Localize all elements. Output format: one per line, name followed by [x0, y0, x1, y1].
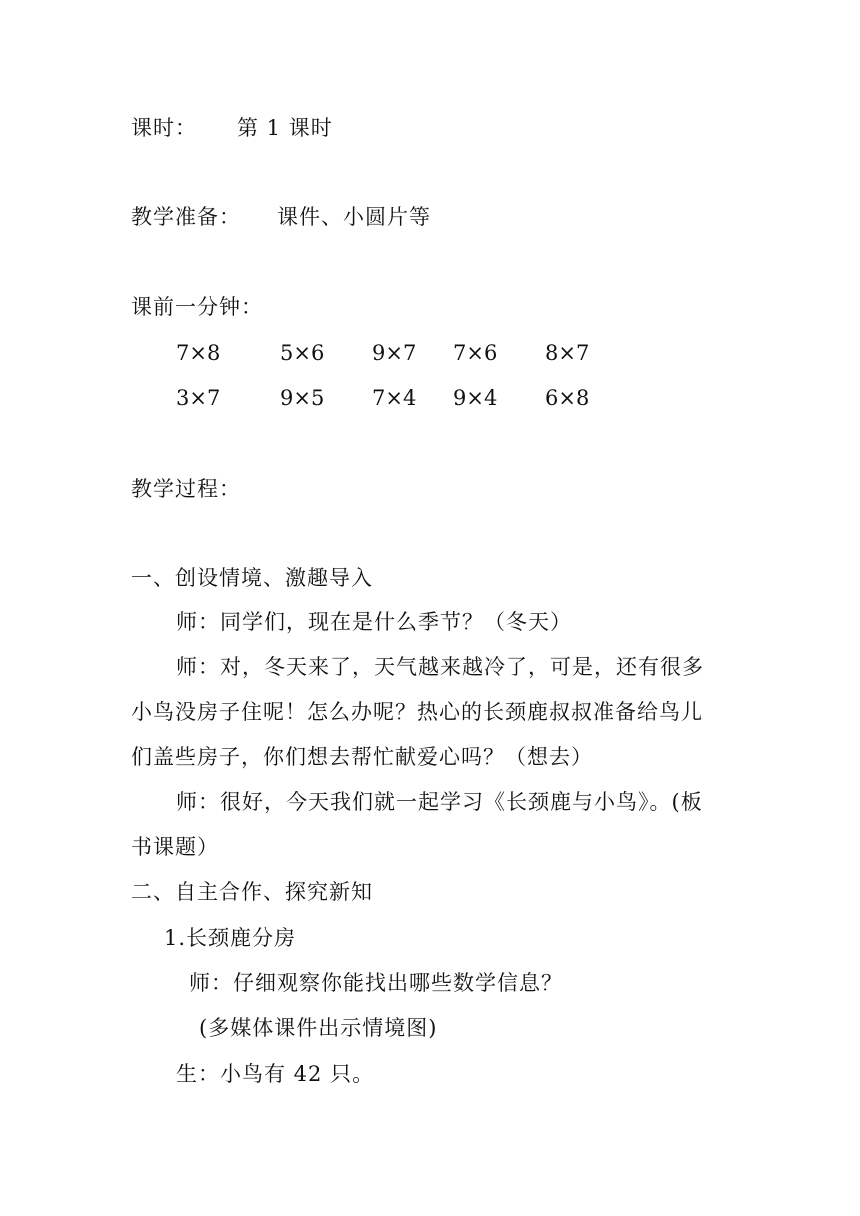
section1-paragraph-2-line-3: 们盖些房子，你们想去帮忙献爱心吗？（想去）	[131, 745, 593, 769]
section1-heading: 一、创设情境、激趣导入	[131, 566, 373, 590]
section2-subheading-1: 1.长颈鹿分房	[164, 926, 297, 950]
warmup-item: 7×8	[176, 341, 221, 365]
warmup-item: 5×6	[280, 341, 325, 365]
warmup-item: 9×4	[453, 386, 498, 410]
warmup-item: 8×7	[545, 341, 590, 365]
section1-paragraph-3-line-2: 书课题）	[131, 835, 219, 859]
section2-answer-1: 生：小鸟有 42 只。	[176, 1062, 375, 1086]
section2-note-1: (多媒体课件出示情境图)	[199, 1016, 438, 1040]
lesson-period-label: 课时：	[131, 116, 197, 140]
section1-paragraph-2-line-1: 师：对，冬天来了，天气越来越冷了，可是，还有很多	[176, 655, 704, 679]
warmup-item: 6×8	[545, 386, 590, 410]
warmup-item: 9×5	[280, 386, 325, 410]
section2-question-1: 师：仔细观察你能找出哪些数学信息？	[189, 971, 563, 995]
preparation-label: 教学准备：	[131, 205, 241, 229]
warmup-title: 课前一分钟：	[131, 295, 263, 319]
preparation-row	[131, 203, 431, 231]
warmup-item: 7×6	[453, 341, 498, 365]
warmup-item: 3×7	[176, 386, 221, 410]
warmup-item: 7×4	[372, 386, 417, 410]
section1-paragraph-1: 师：同学们，现在是什么季节？（冬天）	[176, 610, 572, 634]
process-title: 教学过程：	[131, 477, 241, 501]
lesson-period-row	[131, 114, 333, 142]
section1-paragraph-2-line-2: 小鸟没房子住呢！怎么办呢？热心的长颈鹿叔叔准备给鸟儿	[131, 700, 703, 724]
section1-paragraph-3-line-1: 师：很好，今天我们就一起学习《长颈鹿与小鸟》。(板	[176, 790, 703, 814]
warmup-item: 9×7	[372, 341, 417, 365]
preparation-value: 课件、小圆片等	[277, 205, 431, 229]
lesson-period-value: 第 1 课时	[237, 116, 333, 140]
section2-heading: 二、自主合作、探究新知	[131, 880, 373, 904]
